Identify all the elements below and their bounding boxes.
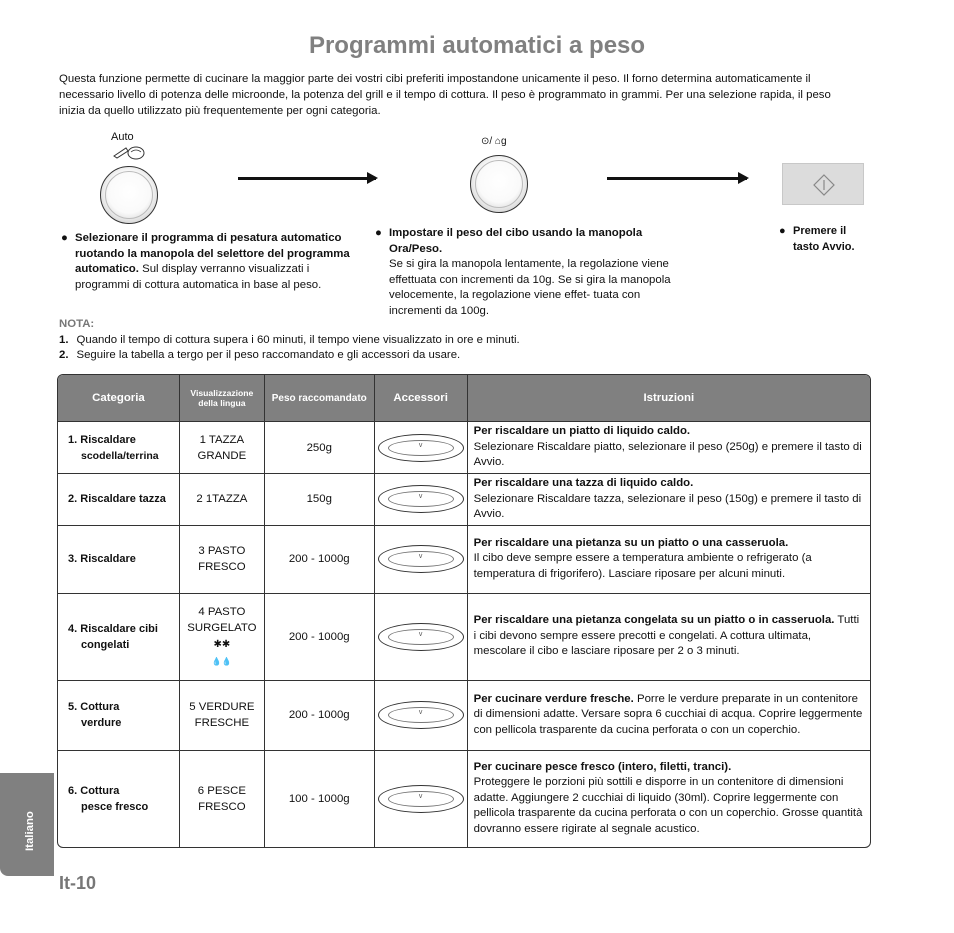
step-3-text: ● Premere il tasto Avvio. — [779, 225, 855, 253]
header-istruzioni: Istruzioni — [468, 375, 870, 422]
glass-tray-icon — [378, 623, 464, 651]
start-button[interactable] — [782, 163, 864, 205]
auto-label: Auto — [111, 131, 134, 143]
table-row: 6. Cottura pesce fresco 6 PESCE FRESCO 100 - 1000g v Per cucinare pesce fresco (intero, filetti, tranci). Proteggere le porzioni più sottili e disporre in un contenitore di dimensioni adatte. Aggiungere 2 cucchiai di liquido (30ml). Coprire leggermente con pellicola trasparente da cucina perforata o con un coperchio. Grosse quantità dovranno essere rigirate al segnale acustico. — [58, 751, 870, 847]
arrow-2 — [607, 177, 747, 180]
table-row: 5. Cottura verdure 5 VERDURE FRESCHE 200 - 1000g v Per cucinare verdure fresche. Porre le verdure preparate in un contenitore di dimensioni adatte. Versare sopra 6 cucchiai di acqua. Coprire leggermente con pellicola trasparente da cucina perforata o con un coperchio. — [58, 681, 870, 751]
step-1-text: ● Selezionare il programma di pesatura automatico ruotando la manopola del selettore del programma automatico. Sul display verranno visualizzati i programmi di cottura automatica in base al peso. — [61, 232, 350, 291]
auto-program-knob[interactable] — [100, 166, 158, 224]
header-accessori: Accessori — [375, 375, 468, 422]
page-number: It-10 — [59, 873, 97, 893]
frozen-icon: ✱✱ — [213, 638, 231, 650]
intro-paragraph: Questa funzione permette di cucinare la maggior parte dei vostri cibi preferiti impostandone unicamente il peso. Il forno determina automaticamente il necessario livello di potenza delle microonde, la potenza del grill e il tempo di cottura. Il peso è programmato in grammi. Per una selezione rapida, il peso inizia da quello utilizzato più frequentemente per ogni categoria. — [59, 73, 831, 117]
glass-tray-icon — [378, 785, 464, 813]
arrow-1 — [238, 177, 376, 180]
time-weight-knob[interactable] — [470, 155, 528, 213]
step-2-text: ● Impostare il peso del cibo usando la manopola Ora/Peso. Se si gira la manopola lentamente, la regolazione viene effettuata con incrementi da 10g. Se si gira la manopola velocemente, la regolazione viene effet- tuata con incrementi da 100g. — [375, 227, 671, 317]
table-row: 2. Riscaldare tazza 2 1TAZZA 150g v Per riscaldare una tazza di liquido caldo. Selezionare Riscaldare tazza, selezionare il peso (150g) e premere il tasto di Avvio. — [58, 474, 870, 526]
header-categoria: Categoria — [58, 375, 180, 422]
drops-icon: 💧💧 — [211, 656, 232, 666]
nota-label: NOTA: — [59, 318, 95, 330]
table-row: 4. Riscaldare cibi congelati 4 PASTO SURGELATO ✱✱ 💧💧 200 - 1000g v Per riscaldare una pietanza congelata su un piatto o in casseruola. Tutti i cibi devono sempre essere precotti e congelati. A cottura ultimata, mescolare il cibo e lasciare riposare per 2 o 3 minuti. — [58, 594, 870, 681]
programs-table — [57, 374, 871, 848]
food-icon — [112, 144, 146, 162]
start-icon — [813, 174, 835, 196]
clock-weight-icon: ⊙/ ⌂g — [481, 136, 507, 147]
header-peso: Peso raccomandato — [265, 375, 375, 422]
nota-item-2: 2. Seguire la tabella a tergo per il peso raccomandato e gli accessori da usare. — [59, 349, 461, 361]
page-title: Programmi automatici a peso — [308, 32, 646, 59]
glass-tray-icon — [378, 545, 464, 573]
table-row: 3. Riscaldare 3 PASTO FRESCO 200 - 1000g v Per riscaldare una pietanza su un piatto o una casseruola. Il cibo deve sempre essere a temperatura ambiente o refrigerato (a temperatura di frigorifero). Lasciare riposare per alcuni minuti. — [58, 526, 870, 594]
header-visualizzazione: Visualizzazione della lingua — [180, 375, 265, 422]
glass-tray-icon — [378, 701, 464, 729]
table-header-row — [58, 375, 870, 422]
nota-item-1: 1. Quando il tempo di cottura supera i 60 minuti, il tempo viene visualizzato in ore e minuti. — [59, 334, 520, 346]
language-side-tab: Italiano — [0, 773, 54, 876]
table-row: 1. Riscaldare scodella/terrina 1 TAZZA GRANDE 250g v Per riscaldare un piatto di liquido caldo. Selezionare Riscaldare piatto, selezionare il peso (250g) e premere il tasto di Avvio. — [58, 422, 870, 474]
glass-tray-icon — [378, 485, 464, 513]
glass-tray-icon — [378, 434, 464, 462]
